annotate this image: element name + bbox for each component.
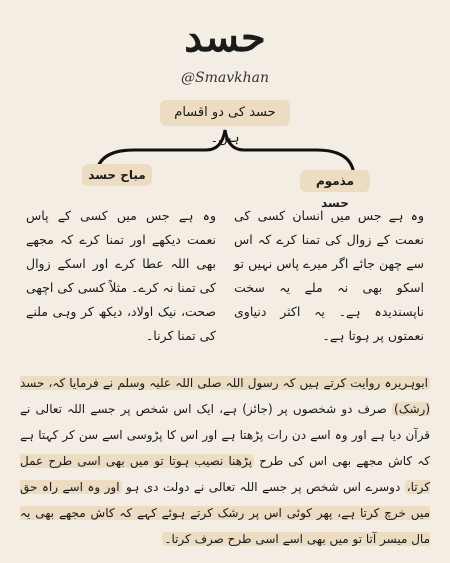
section-text-mazmum: وہ ہے جس میں انسان کسی کی نعمت کے زوال کی تمنا کرے کہ اس سے چھن جائے اگر میرے پاس نہیں تو اسکو بھی نہ ملے یہ سخت ناپسندیدہ ہے۔ یہ اکثر دنیاوی نعمتوں پر ہوتا ہے۔ — [234, 208, 424, 343]
hadith-highlight-3: اور وہ اسے راہ حق میں خرچ کرتا ہے، پھر کوئی اس پر رشک کرتے ہوئے کہے کہ کاش مجھے بھی یہ مال میسر آتا تو میں بھی اسے اسی طرح صرف کرتا۔ — [20, 480, 430, 546]
section-heading-mubah: مباح حسد — [82, 164, 152, 186]
hadith-highlight-2: پڑھنا نصیب ہوتا تو میں بھی اسی طرح عمل کرتا، — [20, 454, 430, 494]
hadith-paragraph — [20, 370, 430, 552]
section-text-mubah: وہ ہے جس میں کسی کے پاس نعمت دیکھے اور تمنا کرے کہ مجھے بھی اللہ عطا کرے اور اسکے زوال کی تمنا نہ کرے۔ مثلاً کسی کی اچھی صحت، نیک اولاد، دیکھ کر وہی ملنے کی تمنا کرنا۔ — [26, 208, 216, 343]
types-heading: حسد کی دو اقسام ہیں۔ — [160, 100, 290, 126]
hadith-text-2: دوسرے اس شخص پر جسے اللہ تعالی نے دولت دی ہو — [126, 480, 401, 494]
author-handle: @Smavkhan — [181, 70, 269, 86]
hadith-highlight-1: ابوہریرہ روایت کرتے ہیں کہ رسول اللہ صلی اللہ علیہ وسلم نے فرمایا کہ، حسد (رشک) — [20, 376, 430, 416]
hadith-text-1: صرف دو شخصوں پر (جائز) ہے، ایک اس شخص پر جسے اللہ تعالی نے قرآن دیا ہے اور وہ اسے دن رات پڑھتا ہے اور اس کا پڑوسی اسے سن کر کہتا ہے کہ کاش مجھے بھی اس کی طرح — [20, 402, 430, 468]
page-title: حسد — [184, 14, 266, 61]
section-heading-mazmum: مذموم حسد — [300, 170, 370, 192]
